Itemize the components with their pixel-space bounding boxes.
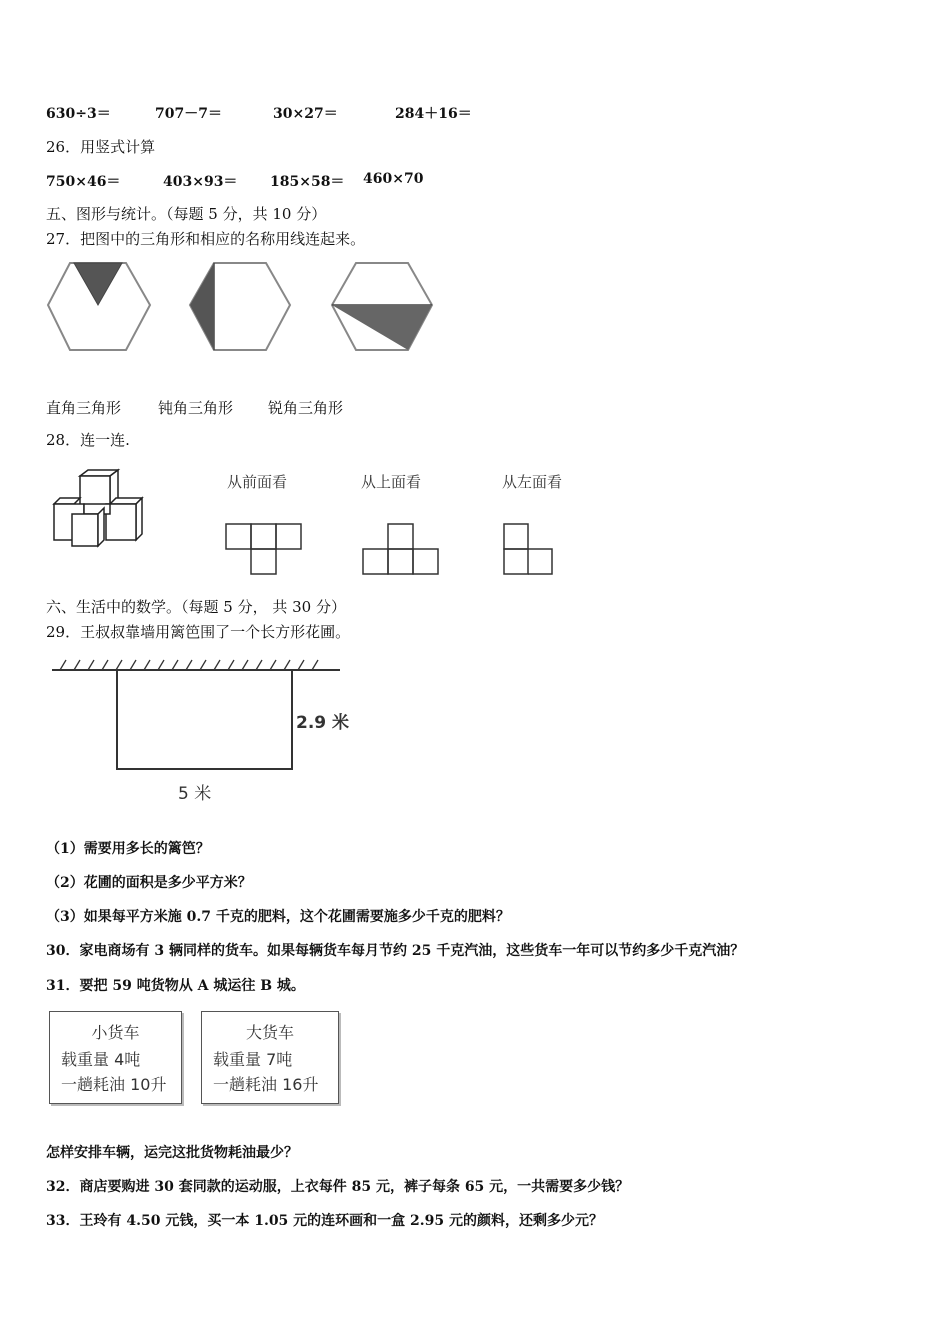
- q30-text: 30．家电商场有 3 辆同样的货车。如果每辆货车每月节约 25 千克汽油，这些货车一年可以节约多少千克汽油？: [46, 943, 745, 959]
- q29-title: 29．王叔叔靠墙用篱笆围了一个长方形花圃。: [46, 623, 351, 641]
- name-acute-triangle: 锐角三角形: [268, 399, 344, 417]
- hexagon-3: [332, 263, 432, 350]
- hexagon-2: [190, 263, 290, 350]
- big-truck-capacity: 载重量 7吨: [213, 1050, 293, 1069]
- small-truck-card: [49, 1011, 182, 1104]
- q25-item-3: 30×27＝: [273, 106, 338, 122]
- triangle-acute-shaded: [74, 263, 122, 305]
- q29-part-1: （1）需要用多长的篱笆？: [46, 841, 210, 857]
- hexagon-1: [48, 263, 150, 350]
- big-truck-card: [201, 1011, 339, 1104]
- q26-item-3: 185×58＝: [270, 174, 345, 190]
- view-left-label: 从左面看: [502, 473, 563, 491]
- q29-part-2: （2）花圃的面积是多少平方米？: [46, 875, 252, 891]
- q32-text: 32．商店要购进 30 套同款的运动服，上衣每件 85 元，裤子每条 65 元，一共需要多少钱？: [46, 1179, 630, 1195]
- small-truck-name: 小货车: [91, 1023, 140, 1042]
- triangle-obtuse-shaded: [190, 263, 214, 350]
- q33-text: 33．王玲有 4.50 元钱，买一本 1.05 元的连环画和一盒 2.95 元的颜料，还剩多少元？: [46, 1213, 604, 1229]
- triangle-right-shaded: [332, 305, 432, 350]
- q29-part-3: （3）如果每平方米施 0.7 千克的肥料，这个花圃需要施多少千克的肥料？: [46, 909, 510, 925]
- q26-item-4: 460×70: [363, 171, 424, 187]
- section6-heading: 六、生活中的数学。（每题 5 分， 共 30 分）: [46, 598, 346, 616]
- big-truck-fuel: 一趟耗油 16升: [213, 1075, 319, 1094]
- wall-hatching: [60, 660, 318, 670]
- name-obtuse-triangle: 钝角三角形: [158, 399, 234, 417]
- q25-item-2: 707－7＝: [155, 106, 222, 122]
- q25-item-1: 630÷3＝: [46, 106, 111, 122]
- big-truck-name: 大货车: [245, 1023, 294, 1042]
- section5-heading: 五、图形与统计。（每题 5 分，共 10 分）: [46, 205, 327, 223]
- view-front-label: 从前面看: [227, 473, 288, 491]
- q25-item-4: 284＋16＝: [395, 106, 472, 122]
- fence-rectangle: [117, 670, 292, 769]
- name-right-triangle: 直角三角形: [46, 399, 122, 417]
- q26-title: 26．用竖式计算: [46, 138, 156, 156]
- q26-item-1: 750×46＝: [46, 174, 121, 190]
- q31-question: 怎样安排车辆，运完这批货物耗油最少？: [46, 1145, 298, 1161]
- left-view-figure: [502, 520, 558, 576]
- front-view-figure: [225, 520, 305, 576]
- q28-title: 28．连一连.: [46, 431, 130, 449]
- garden-length-label: 5 米: [178, 784, 212, 804]
- hexagon-figures: [40, 255, 440, 360]
- q31-title: 31．要把 59 吨货物从 A 城运往 B 城。: [46, 978, 305, 994]
- top-view-figure: [362, 520, 442, 576]
- q27-title: 27．把图中的三角形和相应的名称用线连起来。: [46, 230, 366, 248]
- q26-item-2: 403×93＝: [163, 174, 238, 190]
- cube-stack-figure: [50, 470, 160, 550]
- small-truck-capacity: 载重量 4吨: [61, 1050, 141, 1069]
- view-top-label: 从上面看: [361, 473, 422, 491]
- small-truck-fuel: 一趟耗油 10升: [61, 1075, 167, 1094]
- garden-width-label: 2.9 米: [296, 713, 350, 733]
